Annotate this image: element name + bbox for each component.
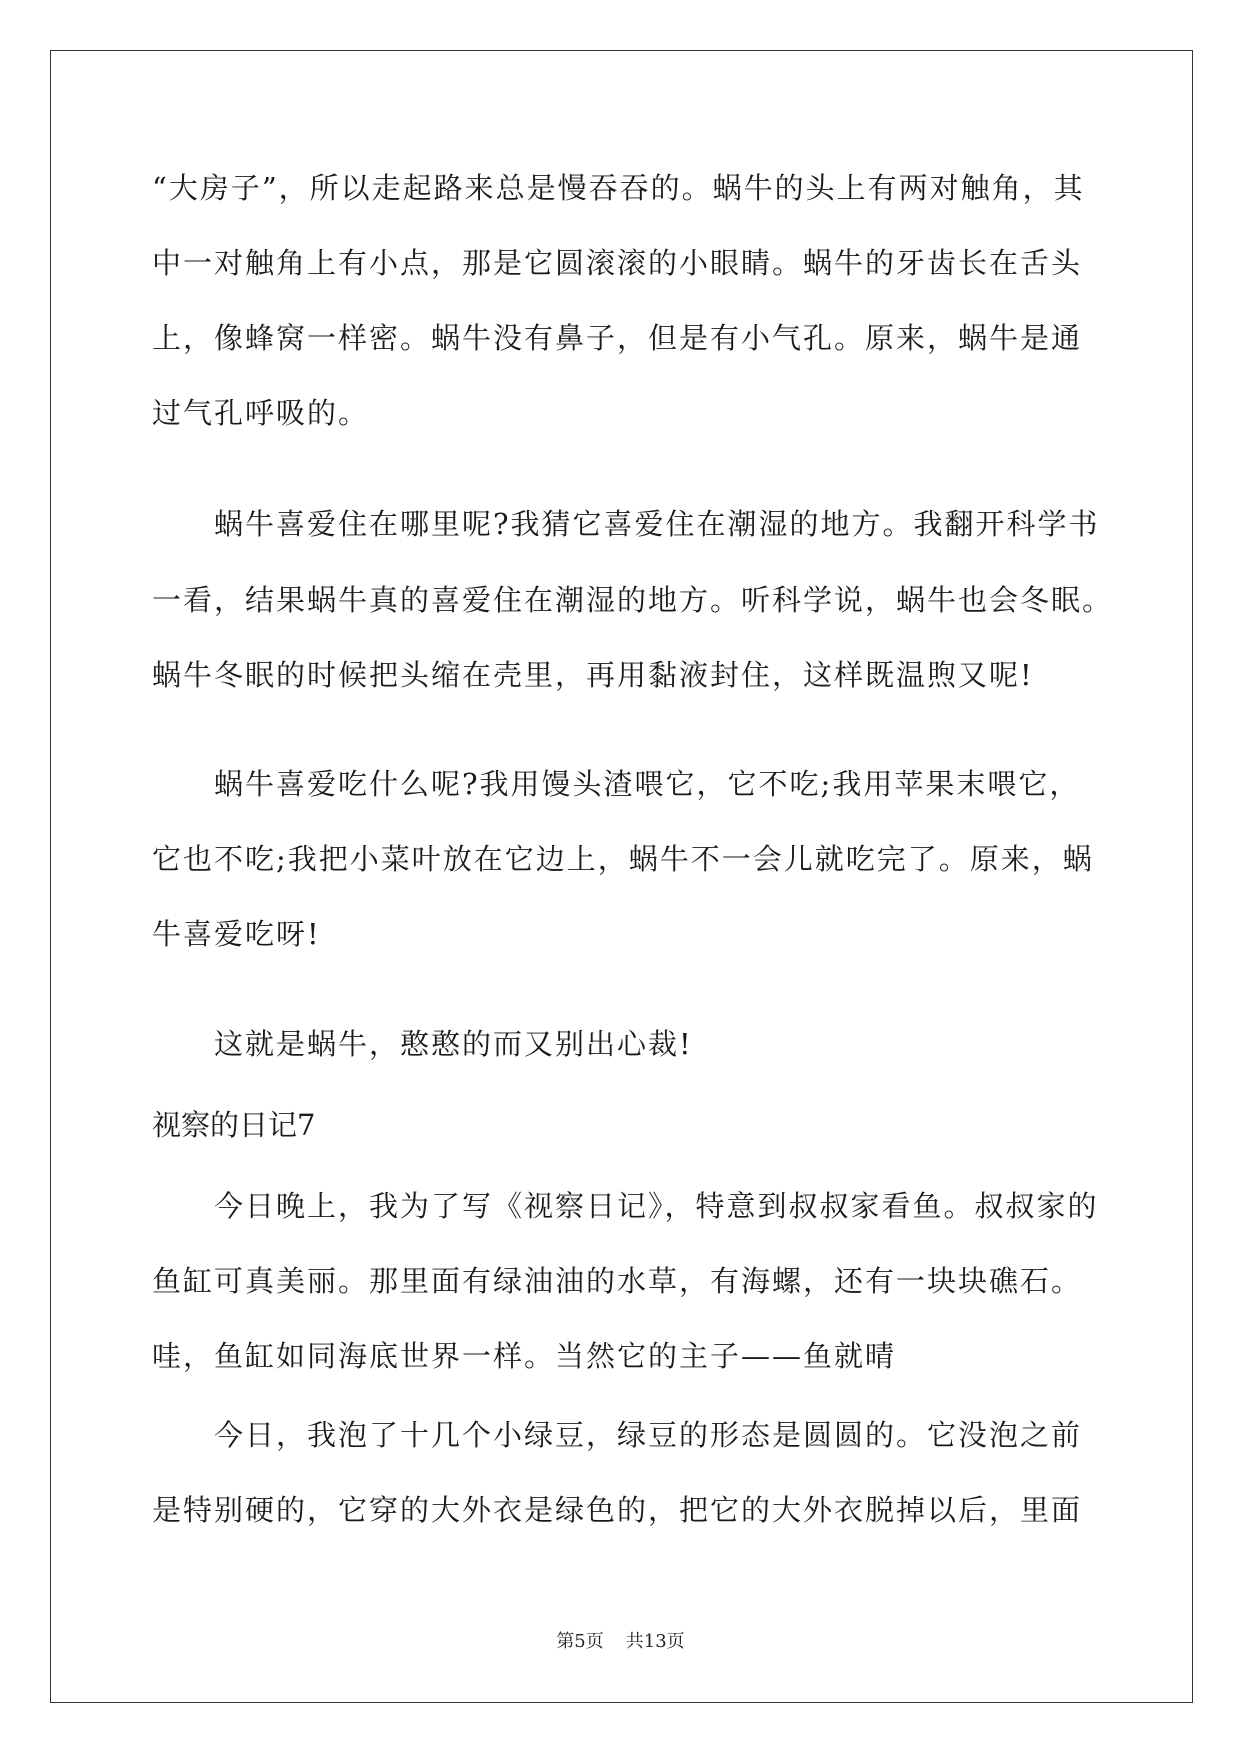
paragraph-line: 这就是蜗牛，憨憨的而又别出心裁! bbox=[214, 1027, 693, 1061]
paragraph-line: 今日，我泡了十几个小绿豆，绿豆的形态是圆圆的。它没泡之前 bbox=[214, 1418, 1083, 1452]
paragraph-line: 哇，鱼缸如同海底世界一样。当然它的主子——鱼就晴 bbox=[152, 1339, 897, 1373]
paragraph-line: 中一对触角上有小点，那是它圆滚滚的小眼睛。蜗牛的牙齿长在舌头 bbox=[152, 246, 1083, 280]
paragraph-line: 它也不吃;我把小菜叶放在它边上，蜗牛不一会儿就吃完了。原来，蜗 bbox=[152, 842, 1094, 876]
paragraph-line: 是特别硬的，它穿的大外衣是绿色的，把它的大外衣脱掉以后，里面 bbox=[152, 1493, 1083, 1527]
paragraph-line: 鱼缸可真美丽。那里面有绿油油的水草，有海螺，还有一块块礁石。 bbox=[152, 1264, 1083, 1298]
paragraph-line: 今日晚上，我为了写《视察日记》，特意到叔叔家看鱼。叔叔家的 bbox=[214, 1189, 1099, 1223]
paragraph-line: 蜗牛喜爱住在哪里呢?我猜它喜爱住在潮湿的地方。我翻开科学书 bbox=[214, 507, 1100, 541]
paragraph-line: 蜗牛冬眠的时候把头缩在壳里，再用黏液封住，这样既温煦又呢! bbox=[152, 658, 1034, 692]
paragraph-line: 蜗牛喜爱吃什么呢?我用馒头渣喂它，它不吃;我用苹果末喂它， bbox=[214, 767, 1081, 801]
page-total: 共13页 bbox=[625, 1631, 685, 1652]
paragraph-line: 一看，结果蜗牛真的喜爱住在潮湿的地方。听科学说，蜗牛也会冬眠。 bbox=[152, 583, 1114, 617]
paragraph-line: 牛喜爱吃呀! bbox=[152, 917, 321, 951]
page-footer bbox=[0, 1630, 1241, 1654]
paragraph-line: 上，像蜂窝一样密。蜗牛没有鼻子，但是有小气孔。原来，蜗牛是通 bbox=[152, 321, 1083, 355]
page-number: 第5页 bbox=[556, 1631, 604, 1652]
paragraph-line: 过气孔呼吸的。 bbox=[152, 396, 370, 430]
paragraph-line: “大房子”，所以走起路来总是慢吞吞的。蜗牛的头上有两对触角，其 bbox=[152, 171, 1085, 205]
section-heading: 视察的日记7 bbox=[152, 1108, 316, 1142]
